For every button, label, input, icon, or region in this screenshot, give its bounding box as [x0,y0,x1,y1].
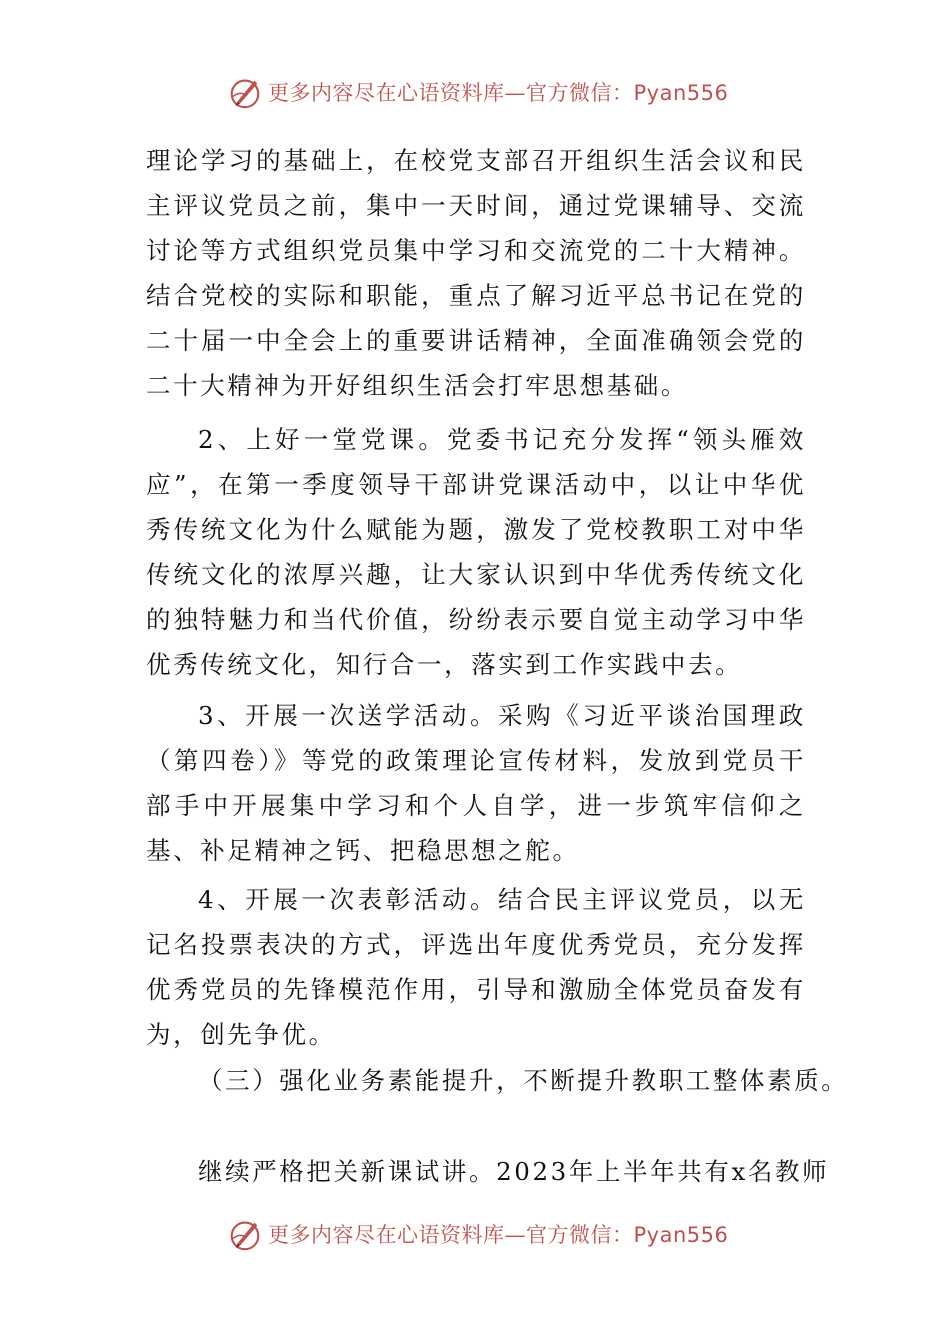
pen-logo-icon [226,1215,264,1253]
paragraph-5: 继续严格把关新课试讲。2023年上半年共有x名教师 [198,1157,830,1186]
paragraph-4: 4、开展一次表彰活动。结合民主评议党员，以无记名投票表决的方式，评选出年度优秀党员，充分发挥优秀党员的先锋模范作用，引导和激励全体党员奋发有为，创先争优。 [146,885,806,1049]
watermark-text: 更多内容尽在心语资料库—官方微信：Pyan556 [268,1223,729,1247]
watermark-footer [226,1214,746,1254]
watermark-text: 更多内容尽在心语资料库—官方微信：Pyan556 [268,81,729,105]
section-heading: （三）强化业务素能提升，不断提升教职工整体素质。 [198,1066,849,1095]
paragraph-3: 3、开展一次送学活动。采购《习近平谈治国理政（第四卷）》等党的政策理论宣传材料，发放到党员干部手中开展集中学习和个人自学，进一步筑牢信仰之基、补足精神之钙、把稳思想之舵。 [146,701,806,865]
paragraph-1: 理论学习的基础上，在校党支部召开组织生活会议和民主评议党员之前，集中一天时间，通过党课辅导、交流讨论等方式组织党员集中学习和交流党的二十大精神。结合党校的实际和职能，重点了解习近平总书记在党的二十届一中全会上的重要讲话精神，全面准确领会党的二十大精神为开好组织生活会打牢思想基础。 [146,146,806,400]
pen-logo-icon [226,73,264,111]
paragraph-2: 2、上好一堂党课。党委书记充分发挥“领头雁效应”，在第一季度领导干部讲党课活动中，以让中华优秀传统文化为什么赋能为题，激发了党校教职工对中华传统文化的浓厚兴趣，让大家认识到中华优秀传统文化的独特魅力和当代价值，纷纷表示要自觉主动学习中华优秀传统文化，知行合一，落实到工作实践中去。 [146,425,806,679]
watermark-header [226,72,746,112]
